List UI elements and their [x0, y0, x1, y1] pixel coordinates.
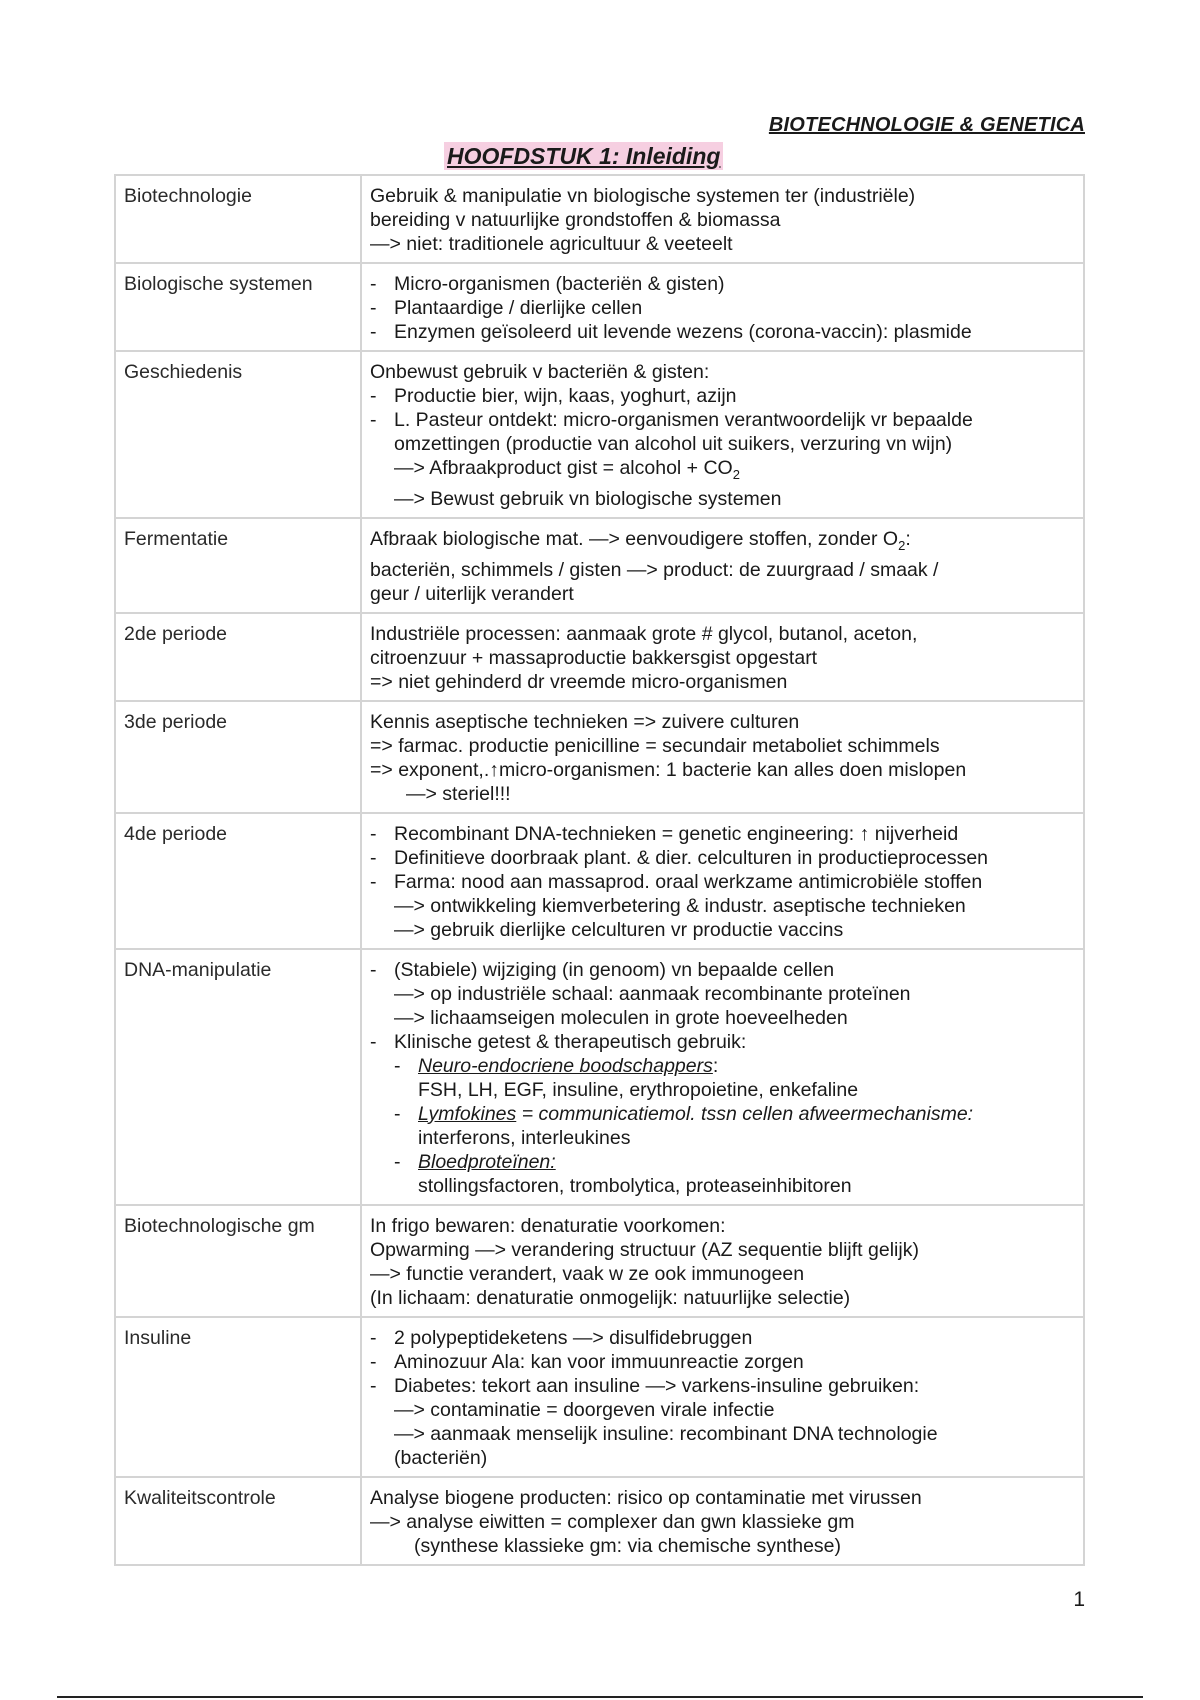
text-line: —> functie verandert, vaak w ze ook immunogeen [370, 1262, 805, 1285]
table-row [115, 1317, 1084, 1477]
text-line: Kennis aseptische technieken => zuivere culturen [370, 710, 800, 733]
text-line: bereiding v natuurlijke grondstoffen & biomassa [370, 209, 781, 231]
text-line: omzettingen (productie van alcohol uit suikers, verzuring vn wijn) [394, 433, 953, 455]
bullet-line: - Farma: nood aan massaprod. oraal werkzame antimicrobiële stoffen [370, 870, 1075, 894]
sub-bullet-line [370, 1054, 1075, 1078]
bullet-line: - Productie bier, wijn, kaas, yoghurt, azijn [370, 384, 1075, 408]
sub-bullet-line [370, 1150, 1075, 1174]
term-cell: Geschiedenis [115, 351, 361, 518]
text-fragment: Bloedproteïnen: [418, 1150, 556, 1173]
table-row [115, 701, 1084, 813]
description-cell [361, 1477, 1084, 1565]
table-row [115, 351, 1084, 518]
table-row [115, 949, 1084, 1205]
notes-table [114, 174, 1085, 1566]
sub-bullet-line [370, 1102, 1075, 1126]
text-fragment: —> Afbraakproduct gist = alcohol + CO [394, 457, 733, 479]
term-cell: Kwaliteitscontrole [115, 1477, 361, 1565]
text-line: In frigo bewaren: denaturatie voorkomen: [370, 1214, 726, 1237]
text-line: —> steriel!!! [406, 782, 511, 805]
text-line: —> gebruik dierlijke celculturen vr productie vaccins [394, 918, 844, 941]
text-line: (In lichaam: denaturatie onmogelijk: natuurlijke selectie) [370, 1286, 851, 1309]
table-row [115, 1477, 1084, 1565]
description-cell [361, 263, 1084, 351]
text-fragment: Lymfokines [418, 1102, 517, 1125]
text-line [370, 456, 1075, 487]
text-fragment: : [712, 1054, 719, 1077]
text-line: citroenzuur + massaproductie bakkersgist opgestart [370, 646, 818, 669]
term-cell: Biologische systemen [115, 263, 361, 351]
bullet-line: - Micro-organismen (bacteriën & gisten) [370, 272, 1075, 296]
bullet-line: - Aminozuur Ala: kan voor immuunreactie zorgen [370, 1350, 1075, 1374]
term-cell: 3de periode [115, 701, 361, 813]
bullet-line: - Diabetes: tekort aan insuline —> varkens-insuline gebruiken: [370, 1374, 1075, 1398]
bullet-line: - Enzymen geïsoleerd uit levende wezens (corona-vaccin): plasmide [370, 320, 1075, 344]
text-line: Opwarming —> verandering structuur (AZ sequentie blijft gelijk) [370, 1238, 919, 1261]
text-line: —> op industriële schaal: aanmaak recombinante proteïnen [394, 982, 911, 1005]
subscript: 2 [732, 466, 740, 482]
description-cell [361, 813, 1084, 949]
description-cell [361, 1205, 1084, 1317]
text-line: —> Bewust gebruik vn biologische systemen [394, 487, 782, 510]
text-fragment: Afbraak biologische mat. —> eenvoudigere stoffen, zonder O [370, 527, 899, 550]
text-line: —> aanmaak menselijk insuline: recombinant DNA technologie [394, 1422, 938, 1445]
text-line: Industriële processen: aanmaak grote # glycol, butanol, aceton, [370, 622, 918, 645]
description-cell [361, 175, 1084, 263]
description-cell [361, 351, 1084, 518]
bullet-line: - Definitieve doorbraak plant. & dier. celculturen in productieprocessen [370, 846, 1075, 870]
text-line: Gebruik & manipulatie vn biologische systemen ter (industriële) [370, 185, 916, 207]
text-line: FSH, LH, EGF, insuline, erythropoietine, enkefaline [418, 1078, 859, 1101]
text-line: —> lichaamseigen moleculen in grote hoeveelheden [394, 1006, 848, 1029]
page-number: 1 [1073, 1588, 1085, 1611]
text-line: stollingsfactoren, trombolytica, proteaseinhibitoren [418, 1174, 852, 1197]
table-row [115, 263, 1084, 351]
text-fragment: : [905, 527, 911, 550]
text-fragment: = communicatiemol. tssn cellen afweermechanisme: [516, 1102, 974, 1125]
text-line: => exponent,.↑micro-organismen: 1 bacterie kan alles doen mislopen [370, 758, 967, 781]
description-cell [361, 613, 1084, 701]
bullet-line: - Klinische getest & therapeutisch gebruik: [370, 1030, 1075, 1054]
description-cell [361, 701, 1084, 813]
text-line: bacteriën, schimmels / gisten —> product: de zuurgraad / smaak / [370, 558, 939, 581]
text-line: —> ontwikkeling kiemverbetering & industr. aseptische technieken [394, 894, 966, 917]
description-cell [361, 949, 1084, 1205]
table-row [115, 1205, 1084, 1317]
table-row [115, 813, 1084, 949]
term-cell: 4de periode [115, 813, 361, 949]
term-cell: Fermentatie [115, 518, 361, 613]
bullet-line: - Plantaardige / dierlijke cellen [370, 296, 1075, 320]
text-line: => farmac. productie penicilline = secundair metaboliet schimmels [370, 734, 940, 757]
bullet-line: - Recombinant DNA-technieken = genetic engineering: ↑ nijverheid [370, 822, 1075, 846]
footer-divider [57, 1696, 1143, 1698]
text-line: geur / uiterlijk verandert [370, 582, 574, 605]
text-line: (synthese klassieke gm: via chemische synthese) [414, 1534, 842, 1557]
term-cell: Insuline [115, 1317, 361, 1477]
text-line: —> contaminatie = doorgeven virale infectie [394, 1398, 775, 1421]
chapter-title: HOOFDSTUK 1: Inleiding [444, 142, 723, 170]
bullet-line: - L. Pasteur ontdekt: micro-organismen verantwoordelijk vr bepaalde [370, 408, 1075, 432]
course-title: BIOTECHNOLOGIE & GENETICA [768, 114, 1085, 136]
text-line: —> niet: traditionele agricultuur & veeteelt [370, 233, 733, 255]
bullet-line: - (Stabiele) wijziging (in genoom) vn bepaalde cellen [370, 958, 1075, 982]
table-row [115, 518, 1084, 613]
description-cell [361, 1317, 1084, 1477]
term-cell: Biotechnologie [115, 175, 361, 263]
text-fragment: Neuro-endocriene boodschappers [418, 1054, 713, 1077]
text-line: => niet gehinderd dr vreemde micro-organismen [370, 670, 788, 693]
text-line: Analyse biogene producten: risico op contaminatie met virussen [370, 1486, 922, 1509]
text-line: interferons, interleukines [418, 1126, 631, 1149]
text-line: Onbewust gebruik v bacteriën & gisten: [370, 361, 710, 383]
bullet-line: - 2 polypeptideketens —> disulfidebruggen [370, 1326, 1075, 1350]
text-line: (bacteriën) [394, 1446, 488, 1469]
subscript: 2 [898, 537, 906, 553]
description-cell [361, 518, 1084, 613]
term-cell: Biotechnologische gm [115, 1205, 361, 1317]
table-row [115, 613, 1084, 701]
text-line [370, 527, 1075, 558]
term-cell: 2de periode [115, 613, 361, 701]
table-row [115, 175, 1084, 263]
term-cell: DNA-manipulatie [115, 949, 361, 1205]
text-line: —> analyse eiwitten = complexer dan gwn klassieke gm [370, 1510, 855, 1533]
